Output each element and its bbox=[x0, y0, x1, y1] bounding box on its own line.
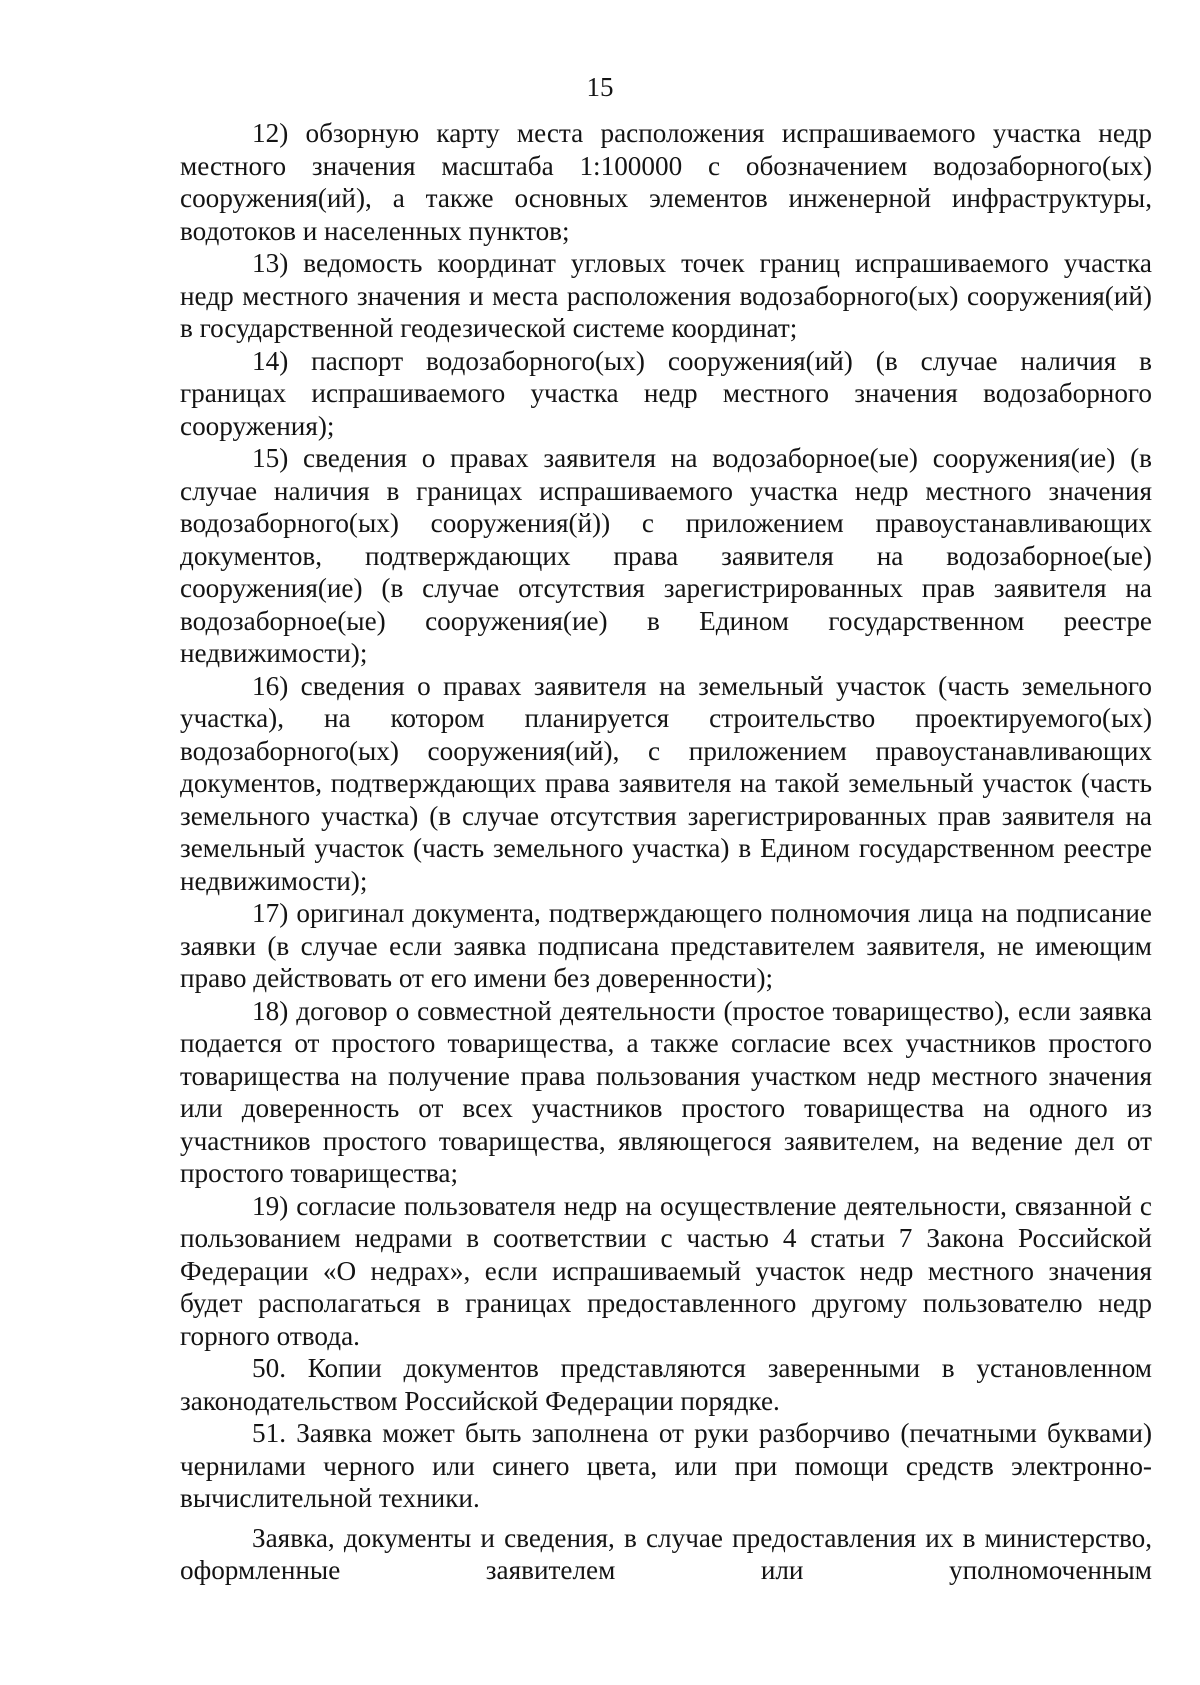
list-item-17: 17) оригинал документа, подтверждающего полномочия лица на подписание заявки (в случае если заявка подписана представителем заявителя, не имеющим право действовать от его имени без доверенности); bbox=[180, 898, 1152, 993]
clause-50: 50. Копии документов представляются заверенными в установленном законодательством Российской Федерации порядке. bbox=[180, 1353, 1152, 1416]
list-item-18: 18) договор о совместной деятельности (простое товарищество), если заявка подается от простого товарищества, а также согласие всех участников простого товарищества на получение права пользования участком недр местного значения или доверенность от всех участников простого товарищества на одного из участников простого товарищества, являющегося заявителем, на ведение дел от простого товарищества; bbox=[180, 995, 1152, 1188]
list-item-15: 15) сведения о правах заявителя на водозаборное(ые) сооружения(ие) (в случае наличия в границах испрашиваемого участка недр местного значения водозаборного(ых) сооружения(й)) с приложением правоустанавливающих документов, подтверждающих права заявителя на водозаборное(ые) сооружения(ие) (в случае отсутствия зарегистрированных прав заявителя на водозаборное(ые) сооружения(ие) в Едином государственном реестре недвижимости); bbox=[180, 443, 1152, 668]
list-item-19: 19) согласие пользователя недр на осуществление деятельности, связанной с пользованием недрами в соответствии с частью 4 статьи 7 Закона Российской Федерации «О недрах», если испрашиваемый участок недр местного значения будет располагаться в границах предоставленного другому пользователю недр горного отвода. bbox=[180, 1190, 1152, 1351]
document-body bbox=[180, 117, 1152, 1587]
clause-51: 51. Заявка может быть заполнена от руки разборчиво (печатными буквами) чернилами черного или синего цвета, или при помощи средств электронно-вычислительной техники. bbox=[180, 1418, 1152, 1513]
page-number: 15 bbox=[586, 72, 614, 102]
list-item-13: 13) ведомость координат угловых точек границ испрашиваемого участка недр местного значения и места расположения водозаборного(ых) сооружения(ий) в государственной геодезической системе координат; bbox=[180, 248, 1152, 343]
list-item-12: 12) обзорную карту места расположения испрашиваемого участка недр местного значения масштаба 1:100000 с обозначением водозаборного(ых) сооружения(ий), а также основных элементов инженерной инфраструктуры, водотоков и населенных пунктов; bbox=[180, 118, 1152, 246]
list-item-16: 16) сведения о правах заявителя на земельный участок (часть земельного участка), на котором планируется строительство проектируемого(ых) водозаборного(ых) сооружения(ий), с приложением правоустанавливающих документов, подтверждающих права заявителя на такой земельный участок (часть земельного участка) (в случае отсутствия зарегистрированных прав заявителя на земельный участок (часть земельного участка) в Едином государственном реестре недвижимости); bbox=[180, 670, 1152, 896]
list-item-14: 14) паспорт водозаборного(ых) сооружения(ий) (в случае наличия в границах испрашиваемого участка недр местного значения водозаборного сооружения); bbox=[180, 345, 1152, 441]
clause-continuation: Заявка, документы и сведения, в случае предоставления их в министерство, оформленные заявителем или уполномоченным bbox=[180, 1522, 1152, 1585]
